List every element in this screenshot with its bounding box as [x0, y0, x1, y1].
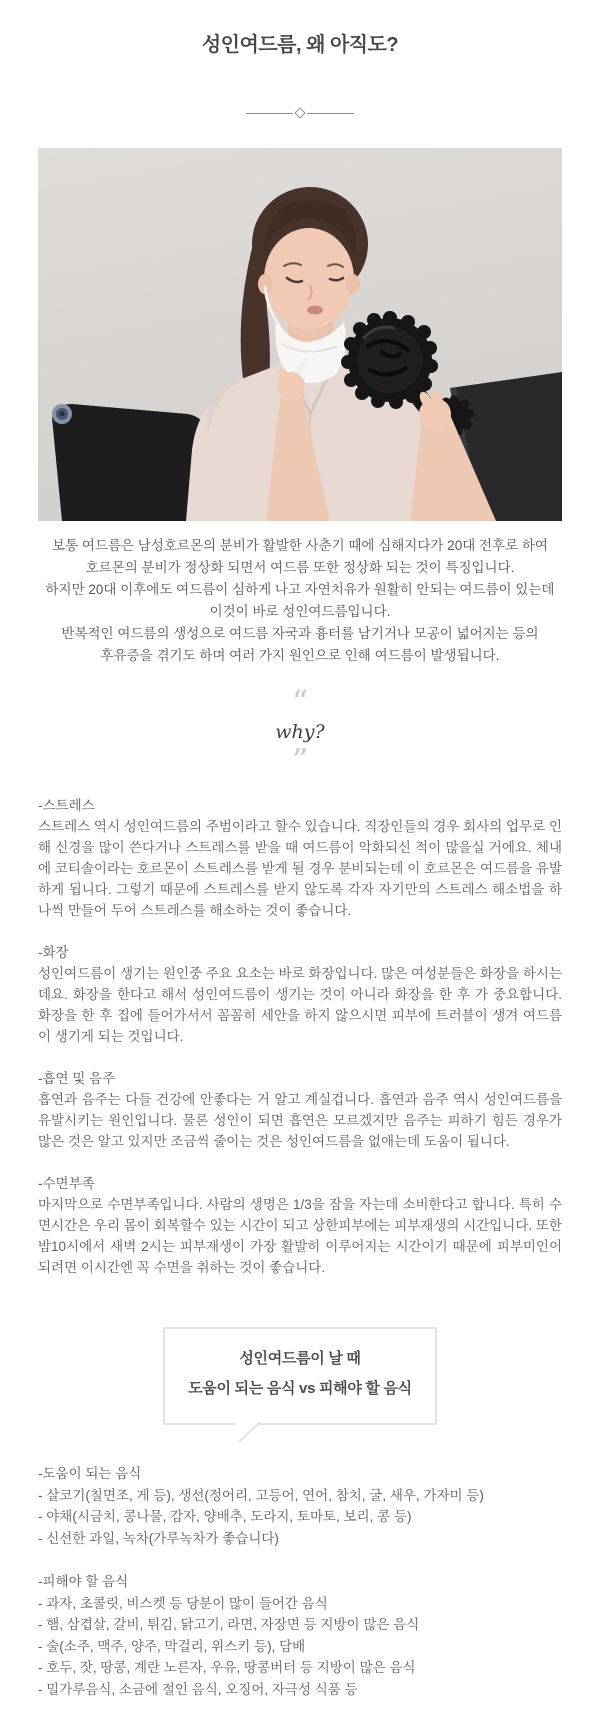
quote-open-icon: “ [291, 683, 309, 721]
quote-word: why? [275, 721, 325, 743]
section-makeup [38, 942, 562, 1047]
section-body: 스트레스 역시 성인여드름의 주범이라고 할수 있습니다. 직장인들의 경우 회사의 업무로 인해 신경을 많이 쓴다거나 스트레스를 받을 때 여드름이 악화되신 적이 많을실 거에요. 체내에 코티솔이라는 호르몬이 스트레스를 받게 될 경우 분비되는데 이 호르몬은 여드름을 유발하게 됩니다. 그렇기 때문에 스트레스를 받지 않도록 각자 자기만의 스트레스 해소법을 하나씩 만들어 두어 스트레스를 해소하는 것이 좋습니다. [38, 819, 562, 918]
food-list-avoid [38, 1571, 562, 1700]
section-heading: -수면부족 [38, 1176, 95, 1191]
food-list-item: - 호두, 잣, 땅콩, 계란 노른자, 우유, 땅콩버터 등 지방이 많은 음식 [38, 1660, 416, 1675]
photo-woman-mirror-illustration [38, 148, 562, 521]
food-list-item: - 살코기(칠면조, 게 등), 생선(정어리, 고등어, 연어, 참치, 굴, 새우, 가자미 등) [38, 1487, 484, 1503]
article-photo [38, 148, 562, 521]
callout-line-2: 도움이 되는 음식 vs 피해야 할 음식 [188, 1380, 412, 1397]
intro-line: 반복적인 여드름의 생성으로 여드름 자국과 흉터를 남기거나 모공이 넓어지는 등의 [61, 626, 539, 641]
food-list-item: - 신선한 과일, 녹차(가루녹차가 좋습니다) [38, 1530, 279, 1546]
section-stress [38, 795, 562, 921]
intro-line: 후유증을 겪기도 하며 여러 가지 원인으로 인해 여드름이 발생됩니다. [100, 648, 500, 663]
divider-line-left [246, 113, 293, 114]
section-body: 마지막으로 수면부족입니다. 사람의 생명은 1/3을 잠을 자는데 소비한다고 합니다. 특히 수면시간은 우리 몸이 회복할수 있는 시간이 되고 상한피부에는 피부재생의 시간입니다. 또한 밤10시에서 새벽 2시는 피부재생이 가장 활발히 이루어지는 시간이기 때문에 피부미인이 되려면 이시간엔 꼭 수면을 취하는 것이 좋습니다. [38, 1197, 562, 1275]
section-heading: -화장 [38, 945, 69, 960]
quote-close-icon: ” [291, 741, 309, 779]
divider-line-right [307, 113, 354, 114]
callout-tail-icon [235, 1421, 263, 1444]
section-body: 성인여드름이 생기는 원인중 주요 요소는 바로 화장입니다. 많은 여성분들은 화장을 하시는데요. 화장을 한다고 해서 성인여드름이 생기는 것이 아니라 화장을 한 후 가 중요합니다. 화장을 한 후 집에 들어가서서 꼼꼼히 세안을 하지 않으시면 피부에 트러블이 생겨 여드름이 생기게 되는 것입니다. [38, 966, 562, 1044]
food-list-item: - 과자, 초콜릿, 비스켓 등 당분이 많이 들어간 음식 [38, 1595, 328, 1611]
intro-paragraph [38, 535, 562, 667]
cause-sections [38, 795, 562, 1278]
section-heading: -스트레스 [38, 798, 95, 813]
food-list-item: - 밀가루음식, 소금에 절인 음식, 오징어, 자극성 식품 등 [38, 1681, 358, 1697]
intro-line: 하지만 20대 이후에도 여드름이 심하게 나고 자연치유가 원활히 안되는 여드름이 있는데 [45, 582, 555, 597]
food-list-heading: -도움이 되는 음식 [38, 1466, 142, 1481]
intro-line: 이것이 바로 성인여드름입니다. [209, 604, 391, 619]
page-title: 성인여드름, 왜 아직도? [201, 34, 399, 56]
section-smoking-drinking [38, 1068, 562, 1152]
ornament-divider [38, 109, 562, 117]
food-list-item: - 술(소주, 맥주, 양주, 막걸리, 위스키 등), 담배 [38, 1638, 306, 1654]
section-body: 흡연과 음주는 다들 건강에 안좋다는 거 알고 계실겁니다. 흡연과 음주 역시 성인여드름을 유발시키는 원인입니다. 물론 성인이 되면 흡연은 모르겠지만 음주는 피하기 힘든 경우가 많은 것은 알고 있지만 조금씩 줄이는 것은 성인여드름을 없애는데 도움이 됩니다. [38, 1092, 562, 1149]
food-list-item: - 햄, 삼겹살, 갈비, 튀김, 닭고기, 라면, 자장면 등 지방이 많은 음식 [38, 1617, 420, 1632]
article [0, 33, 600, 1724]
callout-line-1: 성인여드름이 날 때 [239, 1350, 361, 1367]
diamond-icon [294, 107, 305, 118]
callout-box [163, 1327, 437, 1425]
food-list-heading: -피해야 할 음식 [38, 1574, 129, 1589]
food-list-helpful [38, 1463, 562, 1549]
food-list-item: - 야채(시금치, 콩나물, 감자, 양배추, 도라지, 토마토, 보리, 콩 등) [38, 1509, 412, 1524]
food-lists [38, 1463, 562, 1724]
section-sleep [38, 1173, 562, 1278]
quote-block [38, 683, 562, 779]
intro-line: 호르몬의 분비가 정상화 되면서 여드름 또한 정상화 되는 것이 특징입니다. [85, 560, 515, 575]
intro-line: 보통 여드름은 남성호르몬의 분비가 활발한 사춘기 때에 심해지다가 20대 전후로 하여 [52, 538, 548, 553]
section-heading: -흡연 및 음주 [38, 1071, 116, 1086]
